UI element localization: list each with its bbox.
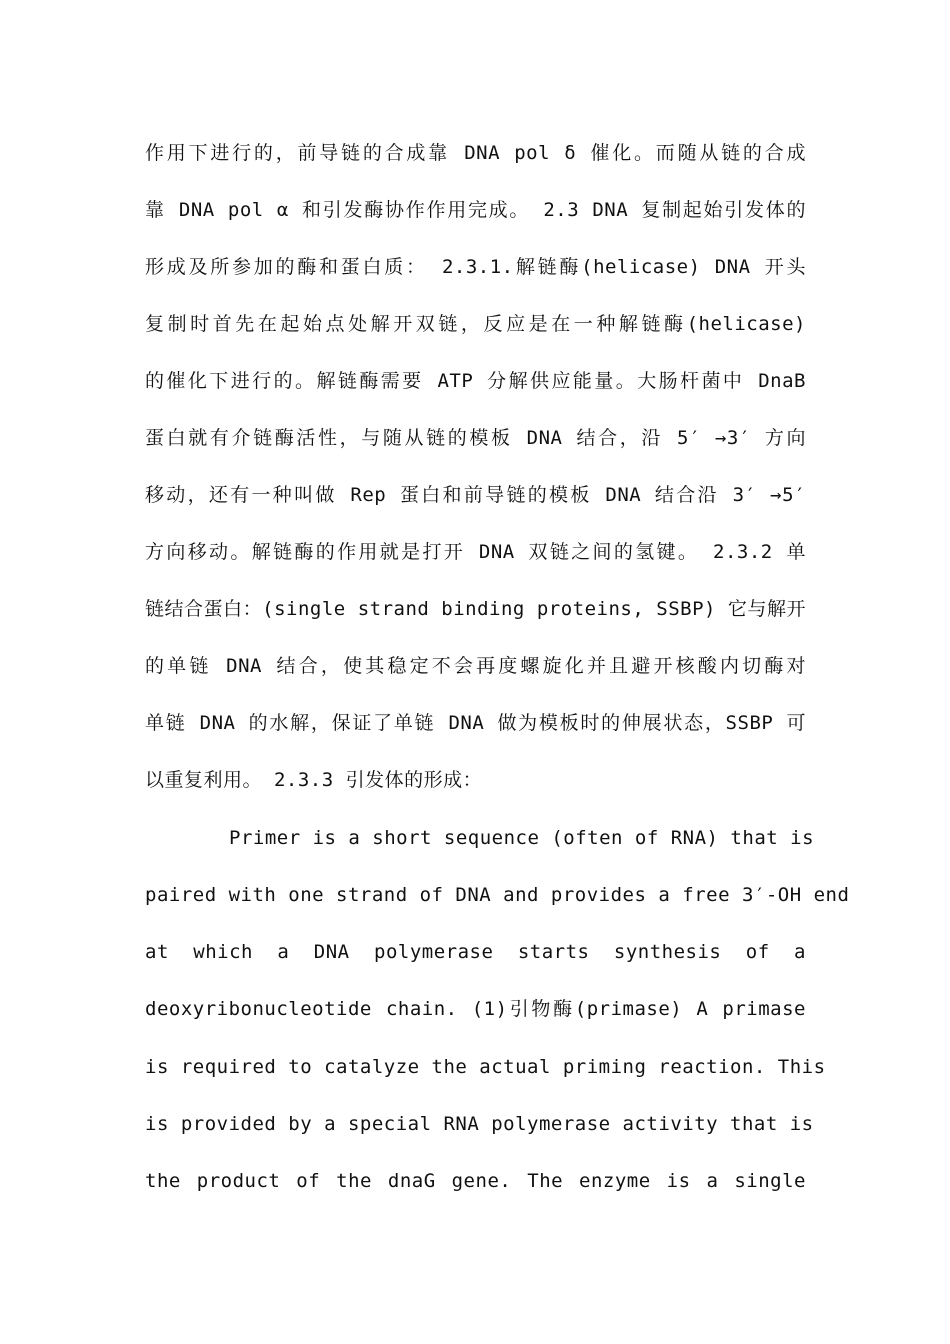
text-line-7: 移动，还有一种叫做 Rep 蛋白和前导链的模板 DNA 结合沿 3′ →5′	[145, 484, 806, 506]
text-line-5: 的催化下进行的。解链酶需要 ATP 分解供应能量。大肠杆菌中 DnaB	[145, 370, 806, 392]
text-line-14: paired with one strand of DNA and provides a free 3′-OH end	[145, 884, 850, 906]
text-line-6: 蛋白就有介链酶活性，与随从链的模板 DNA 结合，沿 5′ →3′ 方向	[145, 427, 806, 449]
text-line-16: deoxyribonucleotide chain. (1)引物酶(primase) A primase	[145, 998, 806, 1020]
text-line-1: 作用下进行的，前导链的合成靠 DNA pol δ 催化。而随从链的合成	[145, 142, 806, 164]
text-line-12: 以重复利用。 2.3.3 引发体的形成：	[145, 769, 483, 791]
text-line-9: 链结合蛋白：(single strand binding proteins, SSBP) 它与解开	[145, 598, 806, 620]
text-line-19: the product of the dnaG gene. The enzyme is a single	[145, 1170, 806, 1192]
text-line-11: 单链 DNA 的水解，保证了单链 DNA 做为模板时的伸展状态，SSBP 可	[145, 712, 806, 734]
text-line-15: at which a DNA polymerase starts synthesis of a	[145, 941, 806, 963]
text-line-10: 的单链 DNA 结合，使其稳定不会再度螺旋化并且避开核酸内切酶对	[145, 655, 806, 677]
text-line-17: is required to catalyze the actual priming reaction. This	[145, 1056, 826, 1078]
text-line-13: Primer is a short sequence (often of RNA) that is	[229, 827, 815, 849]
text-line-8: 方向移动。解链酶的作用就是打开 DNA 双链之间的氢键。 2.3.2 单	[145, 541, 806, 563]
text-line-2: 靠 DNA pol α 和引发酶协作作用完成。 2.3 DNA 复制起始引发体的	[145, 199, 806, 221]
text-line-18: is provided by a special RNA polymerase activity that is	[145, 1113, 814, 1135]
text-line-4: 复制时首先在起始点处解开双链，反应是在一种解链酶(helicase)	[145, 313, 806, 335]
text-line-3: 形成及所参加的酶和蛋白质： 2.3.1.解链酶(helicase) DNA 开头	[145, 256, 806, 278]
